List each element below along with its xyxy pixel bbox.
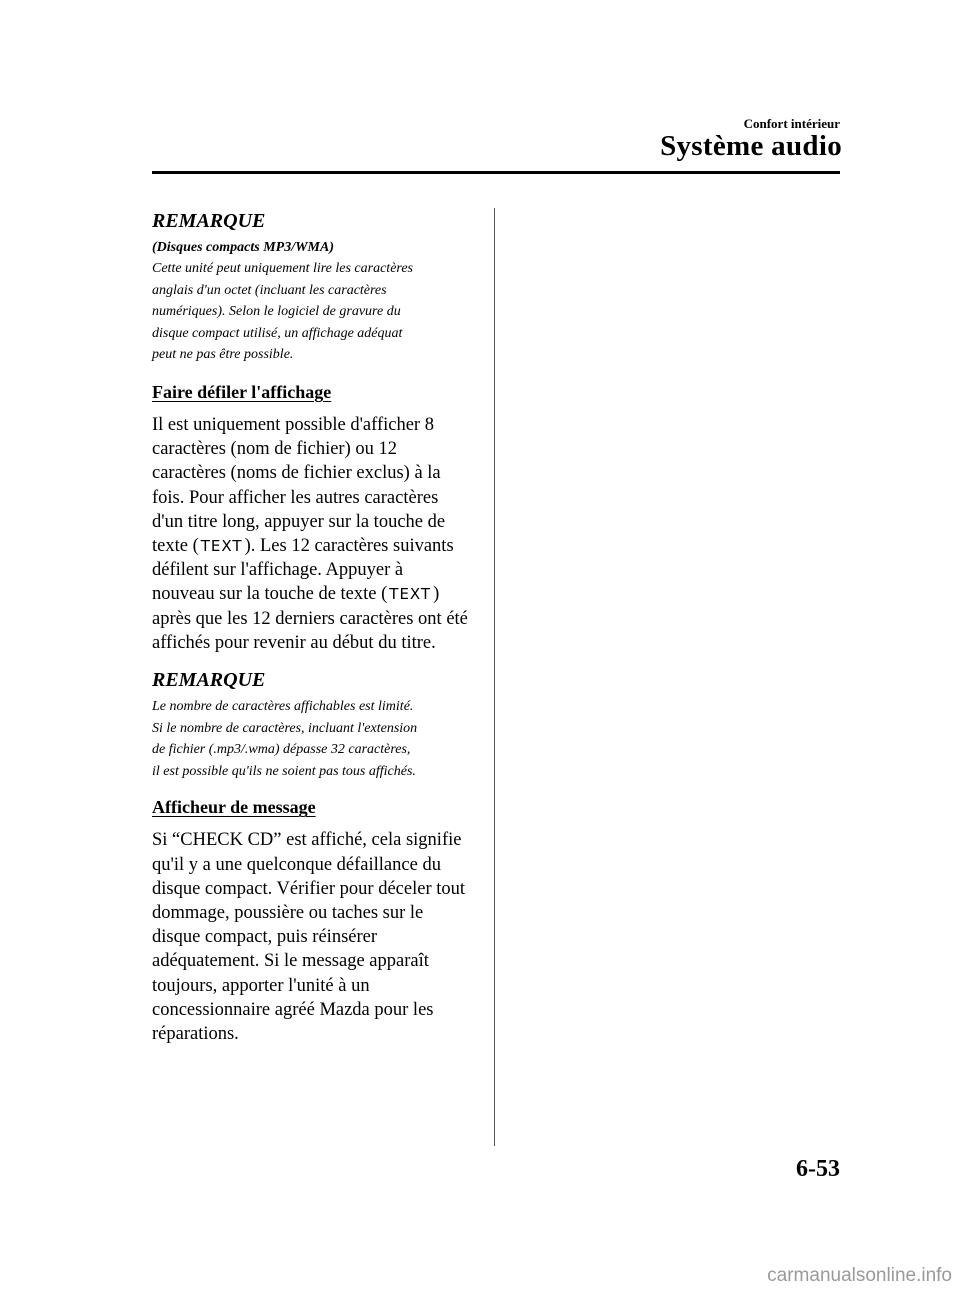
body-line: concessionnaire agréé Mazda pour les <box>152 999 434 1020</box>
body-line: dommage, poussière ou taches sur le <box>152 902 424 923</box>
note-line: Cette unité peut uniquement lire les caractères <box>152 261 414 276</box>
column-divider <box>494 208 495 1146</box>
body-line: fois. Pour afficher les autres caractères <box>152 487 439 508</box>
page-number: 6-53 <box>796 1156 840 1182</box>
body-line: après que les 12 derniers caractères ont été <box>152 608 468 629</box>
body-line: toujours, apporter l'unité à un <box>152 975 370 996</box>
body-line: disque compact, puis réinsérer <box>152 927 378 948</box>
section-scroll-display <box>152 379 482 655</box>
body-line: caractères (noms de fichier exclus) à la <box>152 463 441 484</box>
body-line: Si “CHECK CD” est affiché, cela signifie <box>152 830 462 851</box>
note-line: numériques). Selon le logiciel de gravure du <box>152 304 401 320</box>
body-text-fragment: ) <box>433 584 440 605</box>
note-block-mp3-wma <box>152 208 482 366</box>
note-heading: REMARQUE <box>152 210 266 232</box>
body-line <box>152 582 482 606</box>
body-line: caractères (nom de fichier) ou 12 <box>152 439 397 460</box>
body-line <box>152 534 482 558</box>
text-button-symbol: TEXT <box>389 585 432 604</box>
note-heading: REMARQUE <box>152 669 266 691</box>
section-message-display <box>152 794 482 1046</box>
note-block-character-limit <box>152 667 482 782</box>
note-line: il est possible qu'ils ne soient pas tous affichés. <box>152 763 416 779</box>
body-line: adéquatement. Si le message apparaît <box>152 951 429 972</box>
body-line: Il est uniquement possible d'afficher 8 <box>152 414 434 435</box>
note-line: Si le nombre de caractères, incluant l'extension <box>152 720 418 736</box>
section-heading: Faire défiler l'affichage <box>152 381 332 402</box>
header-rule <box>152 171 840 174</box>
body-line: affichés pour revenir au début du titre. <box>152 632 436 653</box>
body-line: réparations. <box>152 1024 239 1044</box>
note-line: peut ne pas être possible. <box>152 347 294 363</box>
body-line: d'un titre long, appuyer sur la touche de <box>152 511 446 532</box>
section-heading: Afficheur de message <box>152 797 316 818</box>
body-text-fragment: nouveau sur la touche de texte ( <box>152 584 388 605</box>
body-text-fragment: texte ( <box>152 535 199 556</box>
text-button-symbol: TEXT <box>200 536 243 555</box>
body-text-fragment: ). Les 12 caractères suivants <box>244 535 454 556</box>
note-line: Le nombre de caractères affichables est limité. <box>152 699 414 714</box>
body-line: qu'il y a une quelconque défaillance du <box>152 854 441 875</box>
watermark-link[interactable]: carmanualsonline.info <box>767 1265 952 1286</box>
note-line: disque compact utilisé, un affichage adéquat <box>152 325 403 341</box>
page-title: Système audio <box>660 130 842 162</box>
header-category: Confort intérieur <box>743 116 840 131</box>
note-line: de fichier (.mp3/.wma) dépasse 32 caractères, <box>152 742 411 758</box>
note-subheading: (Disques compacts MP3/WMA) <box>152 240 334 255</box>
body-line: défilent sur l'affichage. Appuyer à <box>152 560 404 581</box>
note-line: anglais d'un octet (incluant les caractères <box>152 282 387 298</box>
body-line: disque compact. Vérifier pour déceler tout <box>152 878 466 899</box>
left-column <box>152 208 482 1046</box>
